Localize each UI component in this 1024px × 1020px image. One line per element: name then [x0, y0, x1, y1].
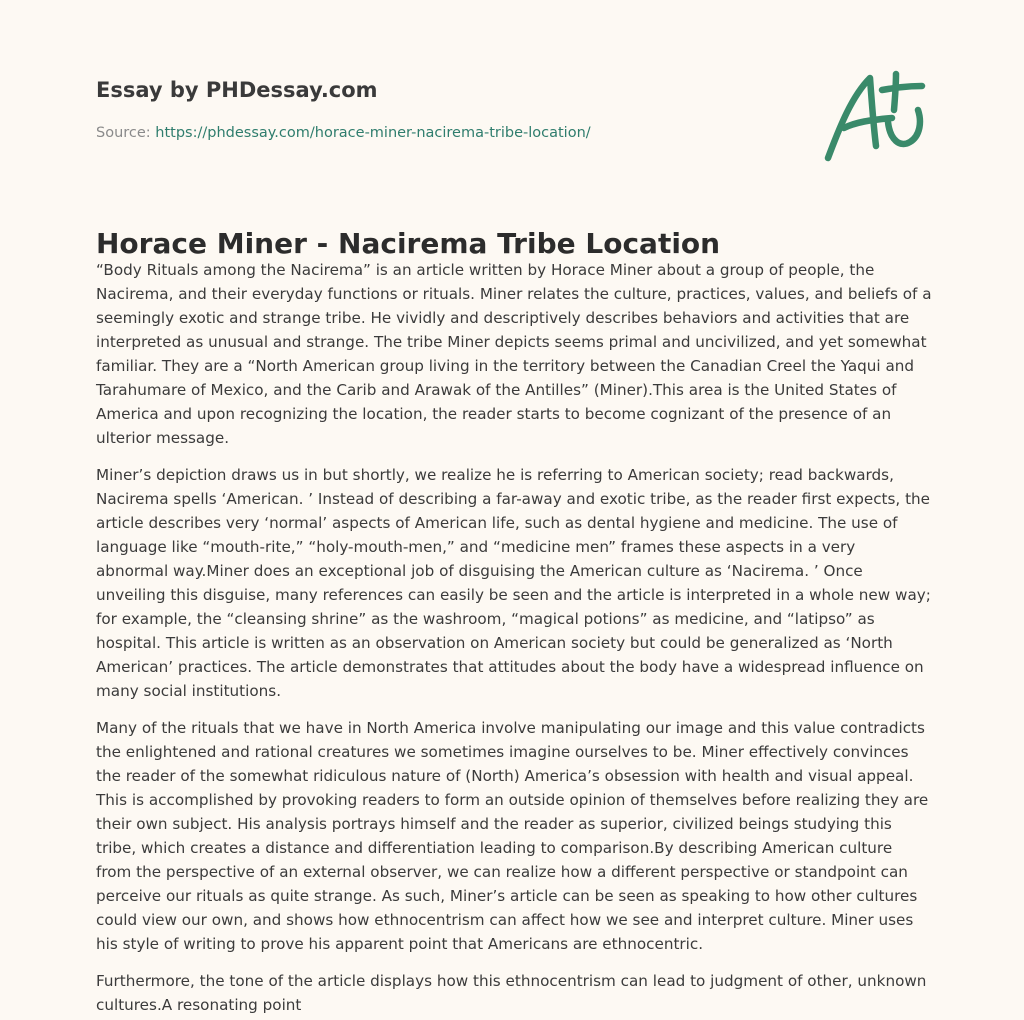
source-label: Source:: [96, 125, 156, 141]
essay-paragraph: Many of the rituals that we have in North America involve manipulating our image and this value contradicts the enlightened and rational creatures we sometimes imagine ourselves to be. Miner effectively convinces the reader of the somewhat ridiculous nature of (North) America’s obsession with health and visual appeal. This is accomplished by provoking readers to form an outside opinion of themselves before realizing they are their own subject. His analysis portrays himself and the reader as superior, civilized beings studying this tribe, which creates a distance and differentiation leading to comparison.By describing American culture from the perspective of an external observer, we can realize how a different perspective or standpoint can perceive our rituals as quite strange. As such, Miner’s article can be seen as speaking to how other cultures could view our own, and shows how ethnocentrism can affect how we see and interpret culture. Miner uses his style of writing to prove his apparent point that Americans are ethnocentric.: [96, 719, 929, 953]
source-link[interactable]: https://phdessay.com/horace-miner-nacirema-tribe-location/: [155, 125, 591, 141]
essay-paragraph: Miner’s depiction draws us in but shortly, we realize he is referring to American society; read backwards, Nacirema spells ‘American. ’ Instead of describing a far-away and exotic tribe, as the reader first expects, the article describes very ‘normal’ aspects of American life, such as dental hygiene and medicine. The use of language like “mouth-rite,” “holy-mouth-men,” and “medicine men” frames these aspects in a very abnormal way.Miner does an exceptional job of disguising the American culture as ‘Nacirema. ’ Once unveiling this disguise, many references can easily be seen and the article is interpreted in a whole new way; for example, the “cleansing shrine” as the washroom, “magical potions” as medicine, and “latipso” as hospital. This article is written as an observation on American society but could be generalized as ‘North American’ practices. The article demonstrates that attitudes about the body have a widespread influence on many social institutions.: [96, 466, 931, 700]
essay-title: Horace Miner - Nacirema Tribe Location: [96, 227, 721, 260]
source-line: [96, 125, 591, 141]
a-plus-logo-icon: [822, 66, 930, 166]
essay-paragraph: “Body Rituals among the Nacirema” is an article written by Horace Miner about a group of people, the Nacirema, and their everyday functions or rituals. Miner relates the culture, practices, values, and beliefs of a seemingly exotic and strange tribe. He vividly and descriptively describes behaviors and activities that are interpreted as unusual and strange. The tribe Miner depicts seems primal and uncivilized, and yet somewhat familiar. They are a “North American group living in the territory between the Canadian Creel the Yaqui and Tarahumare of Mexico, and the Carib and Arawak of the Antilles” (Miner).This area is the United States of America and upon recognizing the location, the reader starts to become cognizant of the presence of an ulterior message.: [96, 261, 932, 447]
essay-body: [96, 258, 932, 1014]
essay-header: [96, 76, 796, 141]
essay-paragraph: Furthermore, the tone of the article displays how this ethnocentrism can lead to judgment of other, unknown cultures.A resonating point: [96, 972, 927, 1014]
brand-title: Essay by PHDessay.com: [96, 78, 378, 102]
